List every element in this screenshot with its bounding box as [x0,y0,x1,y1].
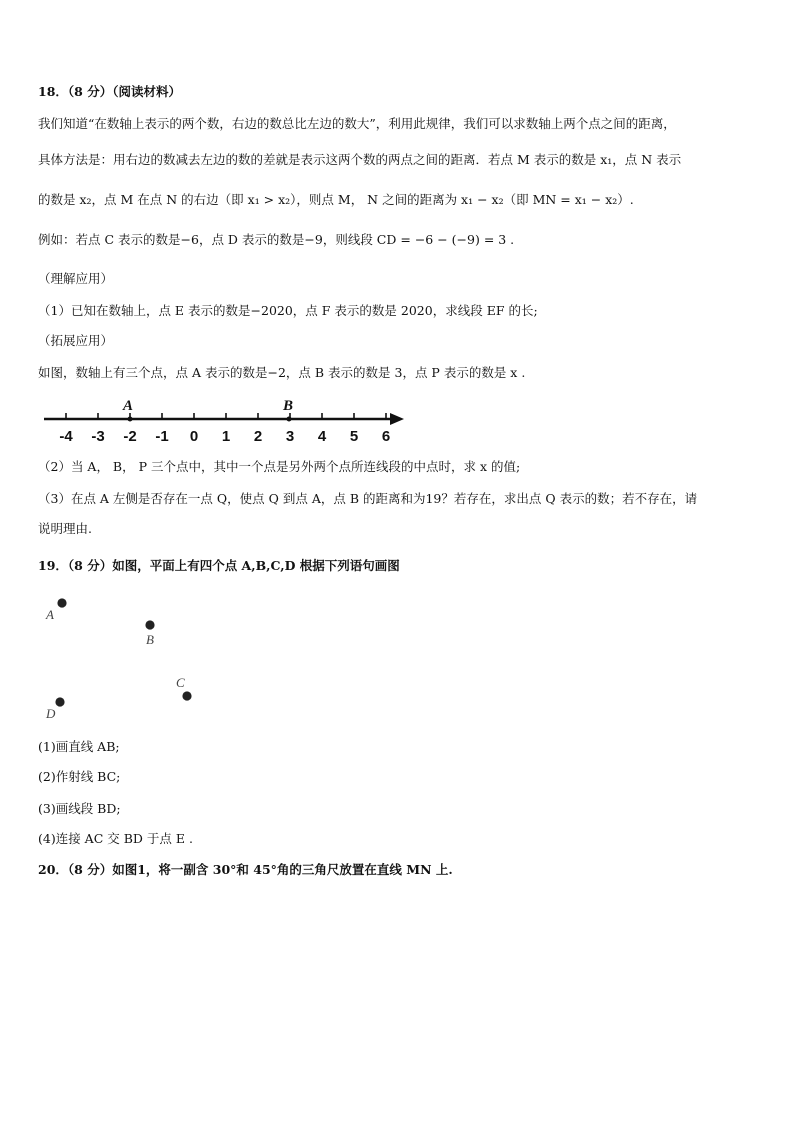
number-line-tick-label: 2 [253,428,263,445]
number-line-tick-label: 1 [221,428,231,445]
number-line-tick-label: 6 [381,428,391,445]
figure-point-c-label: C [176,675,185,690]
q18-intro: 如图，数轴上有三个点，点 A 表示的数是−2，点 B 表示的数是 3，点 P 表示的数是 x . [38,365,526,380]
number-line-figure [40,392,410,448]
number-line-tick-label: -1 [155,428,169,445]
figure-point-a-label: A [46,607,54,622]
q18-paragraph-1: 我们知道“在数轴上表示的两个数，右边的数总比左边的数大”，利用此规律，我们可以求数轴上两个点之间的距离， [38,116,676,131]
q18-section-extension: （拓展应用） [38,333,114,348]
number-line-tick-label: 4 [317,428,327,445]
q19-item-1: (1)画直线 AB; [38,739,120,754]
point-c-dot [182,691,191,700]
q18-part-3a: （3）在点 A 左侧是否存在一点 Q，使点 Q 到点 A，点 B 的距离和为19？若存在，求出点 Q 表示的数；若不存在，请 [38,491,698,506]
point-b-label: B [283,398,294,414]
number-line-arrow [390,413,404,425]
q18-example: 例如：若点 C 表示的数是−6，点 D 表示的数是−9，则线段 CD = −6 − (−9) = 3 . [38,232,515,247]
number-line-tick-label: 0 [189,428,199,445]
q18-part-1: （1）已知在数轴上，点 E 表示的数是−2020，点 F 表示的数是 2020，求线段 EF 的长; [38,303,538,318]
q19-heading: 19．（8 分）如图，平面上有四个点 A,B,C,D 根据下列语句画图 [38,558,400,573]
point-a-label: A [123,398,134,414]
q20-heading: 20．（8 分）如图1，将一副含 30°和 45°角的三角尺放置在直线 MN 上. [38,862,453,877]
number-line-tick-label: -3 [91,428,105,445]
figure-point-d-label: D [46,706,56,721]
q18-paragraph-2: 具体方法是：用右边的数减去左边的数的差就是表示这两个数的两点之间的距离．若点 M 表示的数是 x₁，点 N 表示 [38,152,682,167]
number-line-tick-label: 5 [349,428,359,445]
number-line-tick-label: -4 [59,428,73,445]
figure-point-b-label: B [146,632,154,647]
point-d-dot [55,697,64,706]
q19-item-3: (3)画线段 BD; [38,801,121,816]
q19-item-4: (4)连接 AC 交 BD 于点 E . [38,831,193,846]
q19-item-2: (2)作射线 BC; [38,769,121,784]
q18-paragraph-3: 的数是 x₂，点 M 在点 N 的右边（即 x₁ > x₂），则点 M， N 之间的距离为 x₁ − x₂（即 MN = x₁ − x₂）. [38,192,634,207]
four-points-figure [40,592,220,722]
point-b-dot [145,620,154,629]
q18-part-3b: 说明理由. [38,521,92,536]
point-a-dot [57,598,66,607]
number-line-tick-label: -2 [123,428,137,445]
number-line-tick-label: 3 [285,428,295,445]
q18-section-understanding: （理解应用） [38,271,114,286]
q18-part-2: （2）当 A， B， P 三个点中，其中一个点是另外两个点所连线段的中点时，求 x 的值; [38,459,521,474]
point-a-dot [128,417,133,422]
q18-heading: 18．（8 分）（阅读材料） [38,84,181,99]
point-b-dot [287,417,292,422]
